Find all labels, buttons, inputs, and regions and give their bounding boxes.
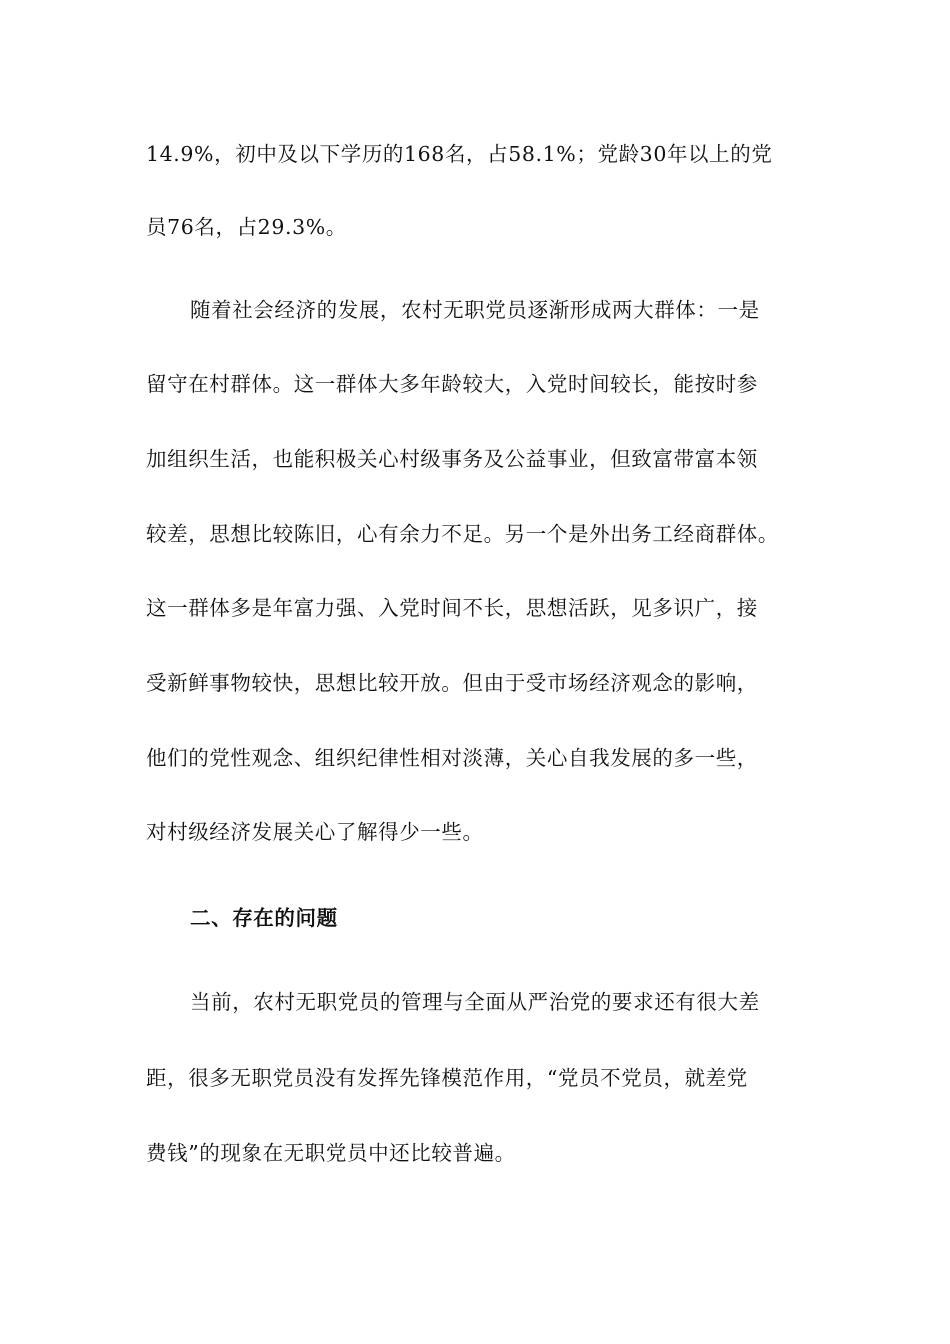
paragraph-line: 14.9%，初中及以下学历的168名，占58.1%；党龄30年以上的党 <box>146 142 773 166</box>
paragraph-line: 当前，农村无职党员的管理与全面从严治党的要求还有很大差 <box>190 990 760 1014</box>
paragraph-line: 加组织生活，也能积极关心村级事务及公益事业，但致富带富本领 <box>146 447 758 471</box>
paragraph-line: 距，很多无职党员没有发挥先锋模范作用，“党员不党员，就差党 <box>146 1066 748 1090</box>
paragraph-line: 员76名，占29.3%。 <box>146 215 347 239</box>
paragraph-line: 随着社会经济的发展，农村无职党员逐渐形成两大群体：一是 <box>190 298 760 322</box>
paragraph-line: 对村级经济发展关心了解得少一些。 <box>146 820 484 844</box>
paragraph-line: 费钱”的现象在无职党员中还比较普遍。 <box>146 1141 516 1165</box>
paragraph-line: 留守在村群体。这一群体大多年龄较大，入党时间较长，能按时参 <box>146 372 758 396</box>
section-heading: 二、存在的问题 <box>190 906 338 930</box>
paragraph-line: 较差，思想比较陈旧，心有余力不足。另一个是外出务工经商群体。 <box>146 522 779 546</box>
paragraph-line: 他们的党性观念、组织纪律性相对淡薄，关心自我发展的多一些， <box>146 746 758 770</box>
paragraph-line: 这一群体多是年富力强、入党时间不长，思想活跃，见多识广，接 <box>146 596 758 620</box>
paragraph-line: 受新鲜事物较快，思想比较开放。但由于受市场经济观念的影响， <box>146 671 758 695</box>
